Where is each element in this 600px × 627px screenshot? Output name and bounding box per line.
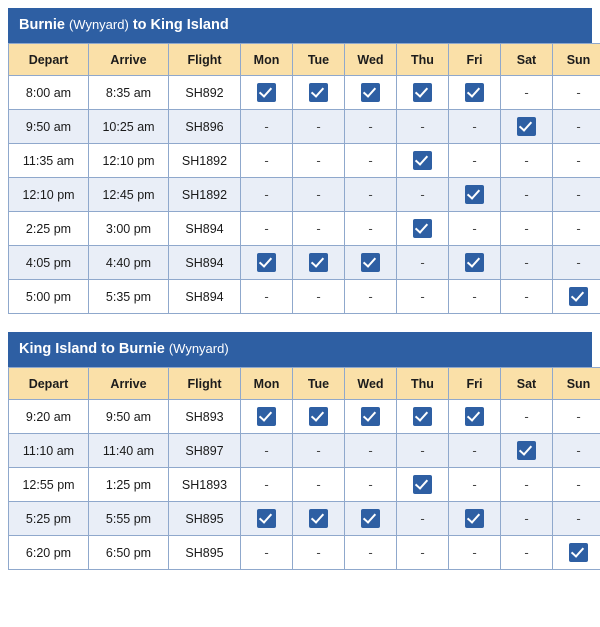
checkmark-icon [465, 83, 484, 102]
cell-day-fri [449, 434, 501, 468]
cell-day-tue [293, 400, 345, 434]
checkmark-icon [361, 509, 380, 528]
checkmark-icon [309, 253, 328, 272]
column-header-sun: Sun [553, 44, 600, 76]
table-title-tail-0: to King Island [129, 17, 229, 33]
cell-depart: 4:05 pm [9, 246, 89, 280]
no-service-dash: - [316, 153, 320, 168]
no-service-dash: - [524, 289, 528, 304]
checkmark-icon [257, 509, 276, 528]
table-row [9, 76, 600, 110]
checkmark-icon [569, 543, 588, 562]
table-title-main-0: Burnie [19, 17, 69, 33]
no-service-dash: - [576, 443, 580, 458]
checkmark-icon [413, 407, 432, 426]
cell-day-mon [241, 280, 293, 314]
cell-flight: SH895 [169, 502, 241, 536]
column-header-flight: Flight [169, 368, 241, 400]
no-service-dash: - [576, 409, 580, 424]
cell-flight: SH1893 [169, 468, 241, 502]
cell-arrive: 4:40 pm [89, 246, 169, 280]
cell-day-wed [345, 76, 397, 110]
cell-day-thu [397, 536, 449, 570]
no-service-dash: - [368, 187, 372, 202]
checkmark-icon [465, 185, 484, 204]
cell-day-sat [501, 536, 553, 570]
no-service-dash: - [316, 443, 320, 458]
table-title-main-1: King Island to Burnie [19, 341, 169, 357]
cell-day-sun [553, 502, 600, 536]
column-header-tue: Tue [293, 368, 345, 400]
no-service-dash: - [316, 119, 320, 134]
no-service-dash: - [576, 477, 580, 492]
column-header-tue: Tue [293, 44, 345, 76]
cell-depart: 12:55 pm [9, 468, 89, 502]
cell-flight: SH894 [169, 246, 241, 280]
cell-day-thu [397, 400, 449, 434]
no-service-dash: - [264, 119, 268, 134]
cell-day-thu [397, 280, 449, 314]
cell-day-sun [553, 280, 600, 314]
cell-depart: 9:20 am [9, 400, 89, 434]
cell-flight: SH1892 [169, 178, 241, 212]
checkmark-icon [413, 151, 432, 170]
header-row-0 [9, 44, 600, 76]
no-service-dash: - [316, 221, 320, 236]
no-service-dash: - [264, 187, 268, 202]
cell-arrive: 9:50 am [89, 400, 169, 434]
column-header-mon: Mon [241, 368, 293, 400]
table-title-sub-1: (Wynyard) [169, 341, 229, 356]
cell-day-sat [501, 76, 553, 110]
no-service-dash: - [576, 85, 580, 100]
column-header-sat: Sat [501, 44, 553, 76]
cell-day-sun [553, 536, 600, 570]
no-service-dash: - [524, 187, 528, 202]
column-header-depart: Depart [9, 44, 89, 76]
no-service-dash: - [472, 545, 476, 560]
cell-flight: SH892 [169, 76, 241, 110]
cell-day-thu [397, 76, 449, 110]
cell-day-sun [553, 144, 600, 178]
no-service-dash: - [420, 443, 424, 458]
cell-day-wed [345, 468, 397, 502]
cell-day-fri [449, 110, 501, 144]
column-header-arrive: Arrive [89, 44, 169, 76]
no-service-dash: - [420, 511, 424, 526]
cell-day-wed [345, 178, 397, 212]
cell-day-fri [449, 468, 501, 502]
checkmark-icon [413, 83, 432, 102]
table-row [9, 110, 600, 144]
no-service-dash: - [368, 221, 372, 236]
no-service-dash: - [524, 85, 528, 100]
no-service-dash: - [264, 545, 268, 560]
cell-day-mon [241, 468, 293, 502]
no-service-dash: - [524, 409, 528, 424]
column-header-wed: Wed [345, 368, 397, 400]
table-row [9, 246, 600, 280]
cell-depart: 2:25 pm [9, 212, 89, 246]
cell-day-sat [501, 434, 553, 468]
cell-day-wed [345, 536, 397, 570]
no-service-dash: - [316, 545, 320, 560]
cell-day-sat [501, 212, 553, 246]
cell-day-sat [501, 144, 553, 178]
cell-arrive: 12:10 pm [89, 144, 169, 178]
cell-arrive: 11:40 am [89, 434, 169, 468]
cell-depart: 11:35 am [9, 144, 89, 178]
no-service-dash: - [316, 477, 320, 492]
no-service-dash: - [472, 153, 476, 168]
column-header-fri: Fri [449, 44, 501, 76]
cell-depart: 11:10 am [9, 434, 89, 468]
cell-depart: 12:10 pm [9, 178, 89, 212]
no-service-dash: - [524, 221, 528, 236]
cell-arrive: 5:55 pm [89, 502, 169, 536]
cell-day-thu [397, 110, 449, 144]
cell-day-mon [241, 536, 293, 570]
column-header-depart: Depart [9, 368, 89, 400]
cell-day-sun [553, 434, 600, 468]
cell-day-mon [241, 502, 293, 536]
no-service-dash: - [368, 443, 372, 458]
cell-day-fri [449, 246, 501, 280]
no-service-dash: - [368, 289, 372, 304]
table-title-sub-0: (Wynyard) [69, 17, 129, 32]
cell-day-sun [553, 246, 600, 280]
checkmark-icon [465, 407, 484, 426]
cell-depart: 9:50 am [9, 110, 89, 144]
table-title-0 [8, 8, 592, 43]
cell-day-wed [345, 110, 397, 144]
no-service-dash: - [472, 221, 476, 236]
cell-flight: SH897 [169, 434, 241, 468]
no-service-dash: - [576, 221, 580, 236]
column-header-flight: Flight [169, 44, 241, 76]
cell-day-tue [293, 178, 345, 212]
checkmark-icon [413, 475, 432, 494]
cell-arrive: 3:00 pm [89, 212, 169, 246]
cell-day-thu [397, 144, 449, 178]
checkmark-icon [257, 407, 276, 426]
column-header-thu: Thu [397, 368, 449, 400]
cell-day-tue [293, 280, 345, 314]
cell-flight: SH895 [169, 536, 241, 570]
cell-day-thu [397, 502, 449, 536]
column-header-mon: Mon [241, 44, 293, 76]
no-service-dash: - [264, 221, 268, 236]
cell-day-mon [241, 110, 293, 144]
cell-day-thu [397, 468, 449, 502]
schedule-table-block-1 [8, 332, 592, 570]
checkmark-icon [465, 253, 484, 272]
no-service-dash: - [264, 477, 268, 492]
no-service-dash: - [524, 545, 528, 560]
table-row [9, 502, 600, 536]
checkmark-icon [361, 83, 380, 102]
no-service-dash: - [472, 443, 476, 458]
cell-day-tue [293, 434, 345, 468]
cell-day-thu [397, 212, 449, 246]
cell-day-fri [449, 212, 501, 246]
no-service-dash: - [420, 289, 424, 304]
header-row-1 [9, 368, 600, 400]
checkmark-icon [309, 83, 328, 102]
cell-day-thu [397, 434, 449, 468]
cell-day-wed [345, 144, 397, 178]
no-service-dash: - [576, 255, 580, 270]
cell-day-mon [241, 212, 293, 246]
table-title-1 [8, 332, 592, 367]
cell-day-thu [397, 178, 449, 212]
cell-depart: 6:20 pm [9, 536, 89, 570]
column-header-thu: Thu [397, 44, 449, 76]
checkmark-icon [413, 219, 432, 238]
table-row [9, 400, 600, 434]
cell-day-sat [501, 110, 553, 144]
cell-day-mon [241, 144, 293, 178]
table-row [9, 178, 600, 212]
cell-depart: 5:25 pm [9, 502, 89, 536]
no-service-dash: - [524, 153, 528, 168]
no-service-dash: - [420, 119, 424, 134]
cell-depart: 8:00 am [9, 76, 89, 110]
cell-day-fri [449, 536, 501, 570]
cell-day-sun [553, 468, 600, 502]
no-service-dash: - [472, 289, 476, 304]
column-header-fri: Fri [449, 368, 501, 400]
no-service-dash: - [576, 119, 580, 134]
no-service-dash: - [368, 153, 372, 168]
table-gap [0, 314, 600, 324]
checkmark-icon [309, 509, 328, 528]
cell-day-fri [449, 76, 501, 110]
no-service-dash: - [472, 477, 476, 492]
no-service-dash: - [420, 255, 424, 270]
cell-day-wed [345, 212, 397, 246]
cell-day-mon [241, 246, 293, 280]
table-body-1 [9, 400, 600, 570]
cell-day-fri [449, 144, 501, 178]
cell-arrive: 10:25 am [89, 110, 169, 144]
cell-day-sun [553, 76, 600, 110]
cell-flight: SH896 [169, 110, 241, 144]
checkmark-icon [257, 83, 276, 102]
column-header-wed: Wed [345, 44, 397, 76]
no-service-dash: - [264, 289, 268, 304]
cell-day-sat [501, 246, 553, 280]
checkmark-icon [257, 253, 276, 272]
no-service-dash: - [524, 255, 528, 270]
cell-arrive: 1:25 pm [89, 468, 169, 502]
cell-day-mon [241, 178, 293, 212]
no-service-dash: - [368, 545, 372, 560]
cell-flight: SH893 [169, 400, 241, 434]
cell-arrive: 8:35 am [89, 76, 169, 110]
table-header-1 [9, 368, 600, 400]
cell-day-tue [293, 536, 345, 570]
checkmark-icon [465, 509, 484, 528]
no-service-dash: - [368, 119, 372, 134]
cell-day-wed [345, 280, 397, 314]
cell-day-wed [345, 400, 397, 434]
schedule-table-block-0 [8, 8, 592, 314]
cell-arrive: 12:45 pm [89, 178, 169, 212]
table-row [9, 144, 600, 178]
no-service-dash: - [316, 289, 320, 304]
no-service-dash: - [576, 187, 580, 202]
cell-flight: SH894 [169, 212, 241, 246]
cell-day-tue [293, 110, 345, 144]
column-header-arrive: Arrive [89, 368, 169, 400]
no-service-dash: - [472, 119, 476, 134]
cell-day-tue [293, 246, 345, 280]
cell-day-tue [293, 144, 345, 178]
cell-day-sat [501, 502, 553, 536]
cell-day-sat [501, 468, 553, 502]
cell-day-wed [345, 246, 397, 280]
cell-day-fri [449, 400, 501, 434]
table-row [9, 280, 600, 314]
no-service-dash: - [524, 511, 528, 526]
no-service-dash: - [524, 477, 528, 492]
cell-day-sun [553, 212, 600, 246]
checkmark-icon [309, 407, 328, 426]
table-row [9, 212, 600, 246]
no-service-dash: - [316, 187, 320, 202]
schedule-table-0 [8, 43, 600, 314]
cell-day-tue [293, 468, 345, 502]
no-service-dash: - [368, 477, 372, 492]
cell-flight: SH894 [169, 280, 241, 314]
cell-day-wed [345, 502, 397, 536]
cell-day-sat [501, 400, 553, 434]
cell-day-thu [397, 246, 449, 280]
cell-day-sun [553, 110, 600, 144]
checkmark-icon [361, 253, 380, 272]
cell-day-wed [345, 434, 397, 468]
table-row [9, 434, 600, 468]
schedule-table-1 [8, 367, 600, 570]
cell-day-sat [501, 178, 553, 212]
cell-day-mon [241, 76, 293, 110]
no-service-dash: - [264, 153, 268, 168]
schedule-page [0, 8, 600, 570]
table-row [9, 536, 600, 570]
cell-day-sun [553, 400, 600, 434]
cell-arrive: 6:50 pm [89, 536, 169, 570]
no-service-dash: - [576, 153, 580, 168]
cell-flight: SH1892 [169, 144, 241, 178]
checkmark-icon [517, 117, 536, 136]
column-header-sat: Sat [501, 368, 553, 400]
no-service-dash: - [576, 511, 580, 526]
table-row [9, 468, 600, 502]
cell-arrive: 5:35 pm [89, 280, 169, 314]
cell-day-fri [449, 178, 501, 212]
cell-day-tue [293, 76, 345, 110]
checkmark-icon [517, 441, 536, 460]
cell-day-fri [449, 280, 501, 314]
cell-day-mon [241, 400, 293, 434]
table-body-0 [9, 76, 600, 314]
column-header-sun: Sun [553, 368, 600, 400]
no-service-dash: - [420, 187, 424, 202]
no-service-dash: - [420, 545, 424, 560]
cell-day-tue [293, 502, 345, 536]
no-service-dash: - [264, 443, 268, 458]
cell-depart: 5:00 pm [9, 280, 89, 314]
table-header-0 [9, 44, 600, 76]
cell-day-sat [501, 280, 553, 314]
cell-day-fri [449, 502, 501, 536]
cell-day-sun [553, 178, 600, 212]
cell-day-tue [293, 212, 345, 246]
checkmark-icon [569, 287, 588, 306]
cell-day-mon [241, 434, 293, 468]
checkmark-icon [361, 407, 380, 426]
